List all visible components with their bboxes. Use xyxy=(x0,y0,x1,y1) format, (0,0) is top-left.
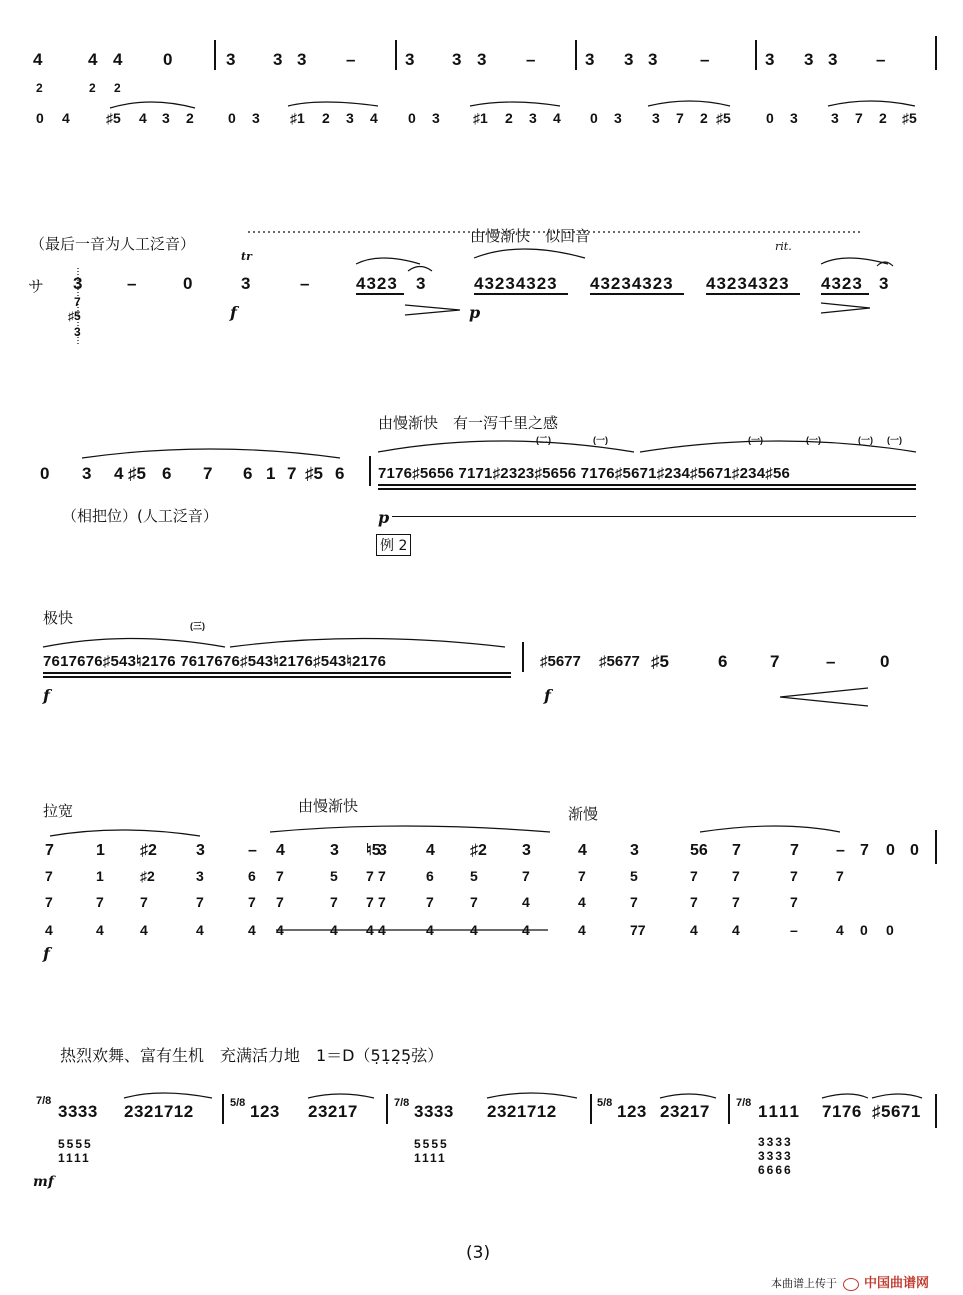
note-group: 23217 xyxy=(308,1102,358,1121)
note: 2 xyxy=(879,110,887,126)
note: 3 xyxy=(226,50,236,69)
chord-note: 4 xyxy=(732,922,740,938)
chord-note: 4 xyxy=(276,922,284,938)
note: ♯1 xyxy=(473,110,488,126)
time-signature: 5/8 xyxy=(230,1097,246,1109)
chord-note: 7 xyxy=(276,894,284,910)
chord-note: 3 xyxy=(196,842,205,859)
note: ♯5 xyxy=(106,110,121,126)
chord-note: 1 xyxy=(96,868,104,884)
chord-note: 4 xyxy=(578,894,586,910)
note: 6 xyxy=(162,464,172,483)
note-group: 123 xyxy=(617,1102,647,1121)
chord-note: 0 xyxy=(886,842,895,859)
note-group: 7176 xyxy=(822,1102,862,1121)
time-signature: 7/8 xyxy=(736,1097,752,1109)
chord-note: 7 xyxy=(732,894,740,910)
dynamic-forte: f xyxy=(43,944,50,963)
chord-note: 7 xyxy=(74,295,81,309)
note: 2 xyxy=(700,110,708,126)
note-group: 43234323 xyxy=(474,274,558,293)
chord-note: 3 xyxy=(196,868,204,884)
note: 4 xyxy=(33,50,43,69)
note: 4 xyxy=(370,110,378,126)
fingering: 2 xyxy=(36,81,43,95)
chord-note: 7 xyxy=(96,894,104,910)
note: – xyxy=(826,652,836,671)
lower-voice: 1111 xyxy=(414,1151,447,1165)
note: – xyxy=(876,50,886,69)
dynamic-forte: f xyxy=(544,686,551,705)
chord-note: 7 xyxy=(45,842,54,859)
chord-note: ♯2 xyxy=(140,842,157,859)
chord-note: 7 xyxy=(366,894,374,910)
chord-note: 0 xyxy=(910,842,919,859)
note: 7 xyxy=(770,652,780,671)
chord-note: 4 xyxy=(690,922,698,938)
note: 4 xyxy=(139,110,147,126)
chord-note: 7 xyxy=(690,894,698,910)
chord-note: 7 xyxy=(196,894,204,910)
note: 3 xyxy=(162,110,170,126)
note-group: 43234323 xyxy=(590,274,674,293)
note: ♯5 xyxy=(128,464,146,483)
note-group: 2321712 xyxy=(124,1102,194,1121)
note: ♯5 xyxy=(651,652,669,671)
tempo-marking: 拉宽 xyxy=(43,802,74,820)
chord-notes: 3333 xyxy=(758,1149,793,1163)
chord-note: 5 xyxy=(330,868,338,884)
tempo-marking: 由慢渐快 似回音 xyxy=(470,227,591,245)
dynamic-forte: f xyxy=(230,303,237,322)
note: 0 xyxy=(228,110,236,126)
finger-marking: (一) xyxy=(748,435,763,445)
finger-marking: (一) xyxy=(858,435,873,445)
note: ♯5 xyxy=(716,110,731,126)
lower-voice: 5555 xyxy=(414,1137,449,1151)
page-number: (3) xyxy=(466,1243,491,1263)
tempo-marking: 由慢渐快 xyxy=(298,797,359,815)
sa-marking: サ xyxy=(28,277,45,296)
chord-note: 7 xyxy=(732,842,741,859)
note-group: 3333 xyxy=(58,1102,98,1121)
chord-note: 0 xyxy=(886,922,894,938)
note: 3 xyxy=(790,110,798,126)
note: ♯1 xyxy=(290,110,305,126)
chord-note: 4 xyxy=(378,922,386,938)
note-group: 1111 xyxy=(758,1102,802,1121)
note: 4 xyxy=(113,50,123,69)
chord-note: 3 xyxy=(630,842,639,859)
chord-note: 4 xyxy=(426,922,434,938)
chord-note: – xyxy=(790,922,798,938)
note-group: 2321712 xyxy=(487,1102,557,1121)
chord-note: 4 xyxy=(140,922,148,938)
position-note: （相把位）(人工泛音） xyxy=(62,507,218,525)
chord-note: 7 xyxy=(276,868,284,884)
note: 3 xyxy=(432,110,440,126)
chord-note: 4 xyxy=(196,922,204,938)
note: 0 xyxy=(163,50,173,69)
dynamic-piano: p xyxy=(378,508,390,527)
note: 3 xyxy=(241,274,251,293)
chord-note: 7 xyxy=(630,894,638,910)
chord-note: ♮5 xyxy=(366,842,381,859)
chord-note: 7 xyxy=(248,894,256,910)
note: 6 xyxy=(718,652,728,671)
chord-note: 4 xyxy=(248,922,256,938)
note: 3 xyxy=(648,50,658,69)
chord-note: 7 xyxy=(522,868,530,884)
note: 6 xyxy=(335,464,345,483)
chord-note: 4 xyxy=(578,842,587,859)
chord-note: 4 xyxy=(276,842,285,859)
note: 4 xyxy=(114,464,124,483)
tempo-marking: 极快 xyxy=(43,609,74,627)
chord-note: 4 xyxy=(470,922,478,938)
chord-note: 5 xyxy=(470,868,478,884)
chord-note: – xyxy=(836,842,845,859)
note-run: 7617676♯543♮2176 7617676♯543♮2176♯543♮2176 xyxy=(43,653,387,670)
performance-note: （最后一音为人工泛音） xyxy=(30,235,196,253)
note: ♯5 xyxy=(305,464,323,483)
note-group: 23217 xyxy=(660,1102,710,1121)
chord-note: 4 xyxy=(522,894,530,910)
note: 4 xyxy=(553,110,561,126)
lower-voice: 1111 xyxy=(58,1151,91,1165)
chord-note: 7 xyxy=(426,894,434,910)
chord-note: 7 xyxy=(378,894,386,910)
note: – xyxy=(127,274,137,293)
note: 3 xyxy=(273,50,283,69)
chord-note: 4 xyxy=(426,842,435,859)
example-label: 例 2 xyxy=(376,534,411,556)
section-heading: 热烈欢舞、富有生机 充满活力地 1＝D（5̣1̣2̣5̣弦） xyxy=(60,1046,444,1065)
trill-marking: tr xyxy=(241,250,252,263)
note: 3 xyxy=(879,274,889,293)
note: 3 xyxy=(73,274,83,293)
chord-note: 7 xyxy=(860,842,869,859)
fingering: 2 xyxy=(89,81,96,95)
chord-note: 6 xyxy=(426,868,434,884)
tempo-marking: 渐慢 xyxy=(568,805,599,823)
note: 3 xyxy=(452,50,462,69)
time-signature: 7/8 xyxy=(36,1095,52,1107)
note: 0 xyxy=(36,110,44,126)
note: 3 xyxy=(529,110,537,126)
chord-note: 56 xyxy=(690,842,708,859)
note: 3 xyxy=(624,50,634,69)
note: 3 xyxy=(804,50,814,69)
chord-note: 4 xyxy=(522,922,530,938)
chord-note: 4 xyxy=(836,922,844,938)
chord-notes: 3333 xyxy=(758,1135,793,1149)
finger-marking: (二) xyxy=(536,435,551,445)
note: 3 xyxy=(252,110,260,126)
dynamic-mezzo-forte: mf xyxy=(33,1174,54,1190)
chord-note: 0 xyxy=(860,922,868,938)
chord-note: 77 xyxy=(630,922,646,938)
chord-note: 7 xyxy=(836,868,844,884)
chord-note: 7 xyxy=(790,868,798,884)
note: – xyxy=(700,50,710,69)
chord-note: 7 xyxy=(732,868,740,884)
chord-note: ♯5 xyxy=(68,309,81,323)
chord-note: 1 xyxy=(96,842,105,859)
chord-note: 3 xyxy=(522,842,531,859)
lower-voice: 5555 xyxy=(58,1137,93,1151)
time-signature: 5/8 xyxy=(597,1097,613,1109)
note-group: ♯5677 xyxy=(599,653,640,670)
note: 0 xyxy=(880,652,890,671)
note: 2 xyxy=(505,110,513,126)
finger-marking: (一) xyxy=(593,435,608,445)
chord-note: 4 xyxy=(330,922,338,938)
note: – xyxy=(300,274,310,293)
chord-note: 4 xyxy=(366,922,374,938)
note: 7 xyxy=(855,110,863,126)
chord-note: 5 xyxy=(630,868,638,884)
chord-note: 7 xyxy=(45,868,53,884)
note: 3 xyxy=(405,50,415,69)
note-group: 4323 xyxy=(356,274,398,293)
note: 3 xyxy=(346,110,354,126)
dynamic-forte: f xyxy=(43,686,50,705)
chord-note: – xyxy=(248,842,257,859)
chord-note: 4 xyxy=(96,922,104,938)
chord-note: ♯2 xyxy=(470,842,487,859)
note: 7 xyxy=(287,464,297,483)
chord-note: 7 xyxy=(690,868,698,884)
note: 7 xyxy=(676,110,684,126)
note: 7 xyxy=(203,464,213,483)
time-signature: 7/8 xyxy=(394,1097,410,1109)
note: 3 xyxy=(82,464,92,483)
note: – xyxy=(526,50,536,69)
chord-note: 6 xyxy=(248,868,256,884)
note-group: 3333 xyxy=(414,1102,454,1121)
note-group: 4323 xyxy=(821,274,863,293)
note: 1 xyxy=(266,464,276,483)
note: 0 xyxy=(766,110,774,126)
dynamic-piano: p xyxy=(469,303,481,322)
note: – xyxy=(346,50,356,69)
note-group: 123 xyxy=(250,1102,280,1121)
note: 3 xyxy=(652,110,660,126)
rit-marking: rit. xyxy=(775,240,792,253)
note: 6 xyxy=(243,464,253,483)
note: 0 xyxy=(590,110,598,126)
note: 3 xyxy=(831,110,839,126)
note: 0 xyxy=(40,464,50,483)
chord-note: 7 xyxy=(378,868,386,884)
note: 2 xyxy=(186,110,194,126)
finger-marking: (一) xyxy=(887,435,902,445)
chord-note: 4 xyxy=(45,922,53,938)
note: 0 xyxy=(183,274,193,293)
chord-note: 7 xyxy=(470,894,478,910)
note: ♯5 xyxy=(902,110,917,126)
note-group: 43234323 xyxy=(706,274,790,293)
chord-note: 7 xyxy=(330,894,338,910)
chord-note: 7 xyxy=(790,842,799,859)
note-run: 7176♯5656 7171♯2323♯5656 7176♯5671♯234♯5671♯234♯56 xyxy=(378,465,791,482)
chord-note: 7 xyxy=(45,894,53,910)
note: 4 xyxy=(88,50,98,69)
finger-marking: (一) xyxy=(806,435,821,445)
chord-note: 7 xyxy=(578,868,586,884)
chord-note: 4 xyxy=(578,922,586,938)
chord-notes: 6666 xyxy=(758,1163,793,1177)
note-group: ♯5671 xyxy=(872,1102,921,1121)
note: 3 xyxy=(585,50,595,69)
note: 3 xyxy=(765,50,775,69)
chord-note: 7 xyxy=(790,894,798,910)
chord-note: 7 xyxy=(140,894,148,910)
fingering: 2 xyxy=(114,81,121,95)
note-group: ♯5677 xyxy=(540,653,581,670)
note: 3 xyxy=(828,50,838,69)
note: 3 xyxy=(614,110,622,126)
chord-note: 7 xyxy=(366,868,374,884)
note: 4 xyxy=(62,110,70,126)
note: 3 xyxy=(477,50,487,69)
chord-note: 3 xyxy=(330,842,339,859)
note: 3 xyxy=(297,50,307,69)
note: 3 xyxy=(416,274,426,293)
tempo-marking: 由慢渐快 有一泻千里之感 xyxy=(378,414,559,432)
finger-marking: (三) xyxy=(190,621,205,631)
chord-note: 3 xyxy=(74,325,81,339)
site-name[interactable]: 中国曲谱网 xyxy=(864,1276,930,1291)
chord-note: ♯2 xyxy=(140,868,155,884)
upload-text: 本曲谱上传于 xyxy=(771,1277,837,1290)
note: 0 xyxy=(408,110,416,126)
note: 2 xyxy=(322,110,330,126)
chord-note: 3 xyxy=(378,842,387,859)
